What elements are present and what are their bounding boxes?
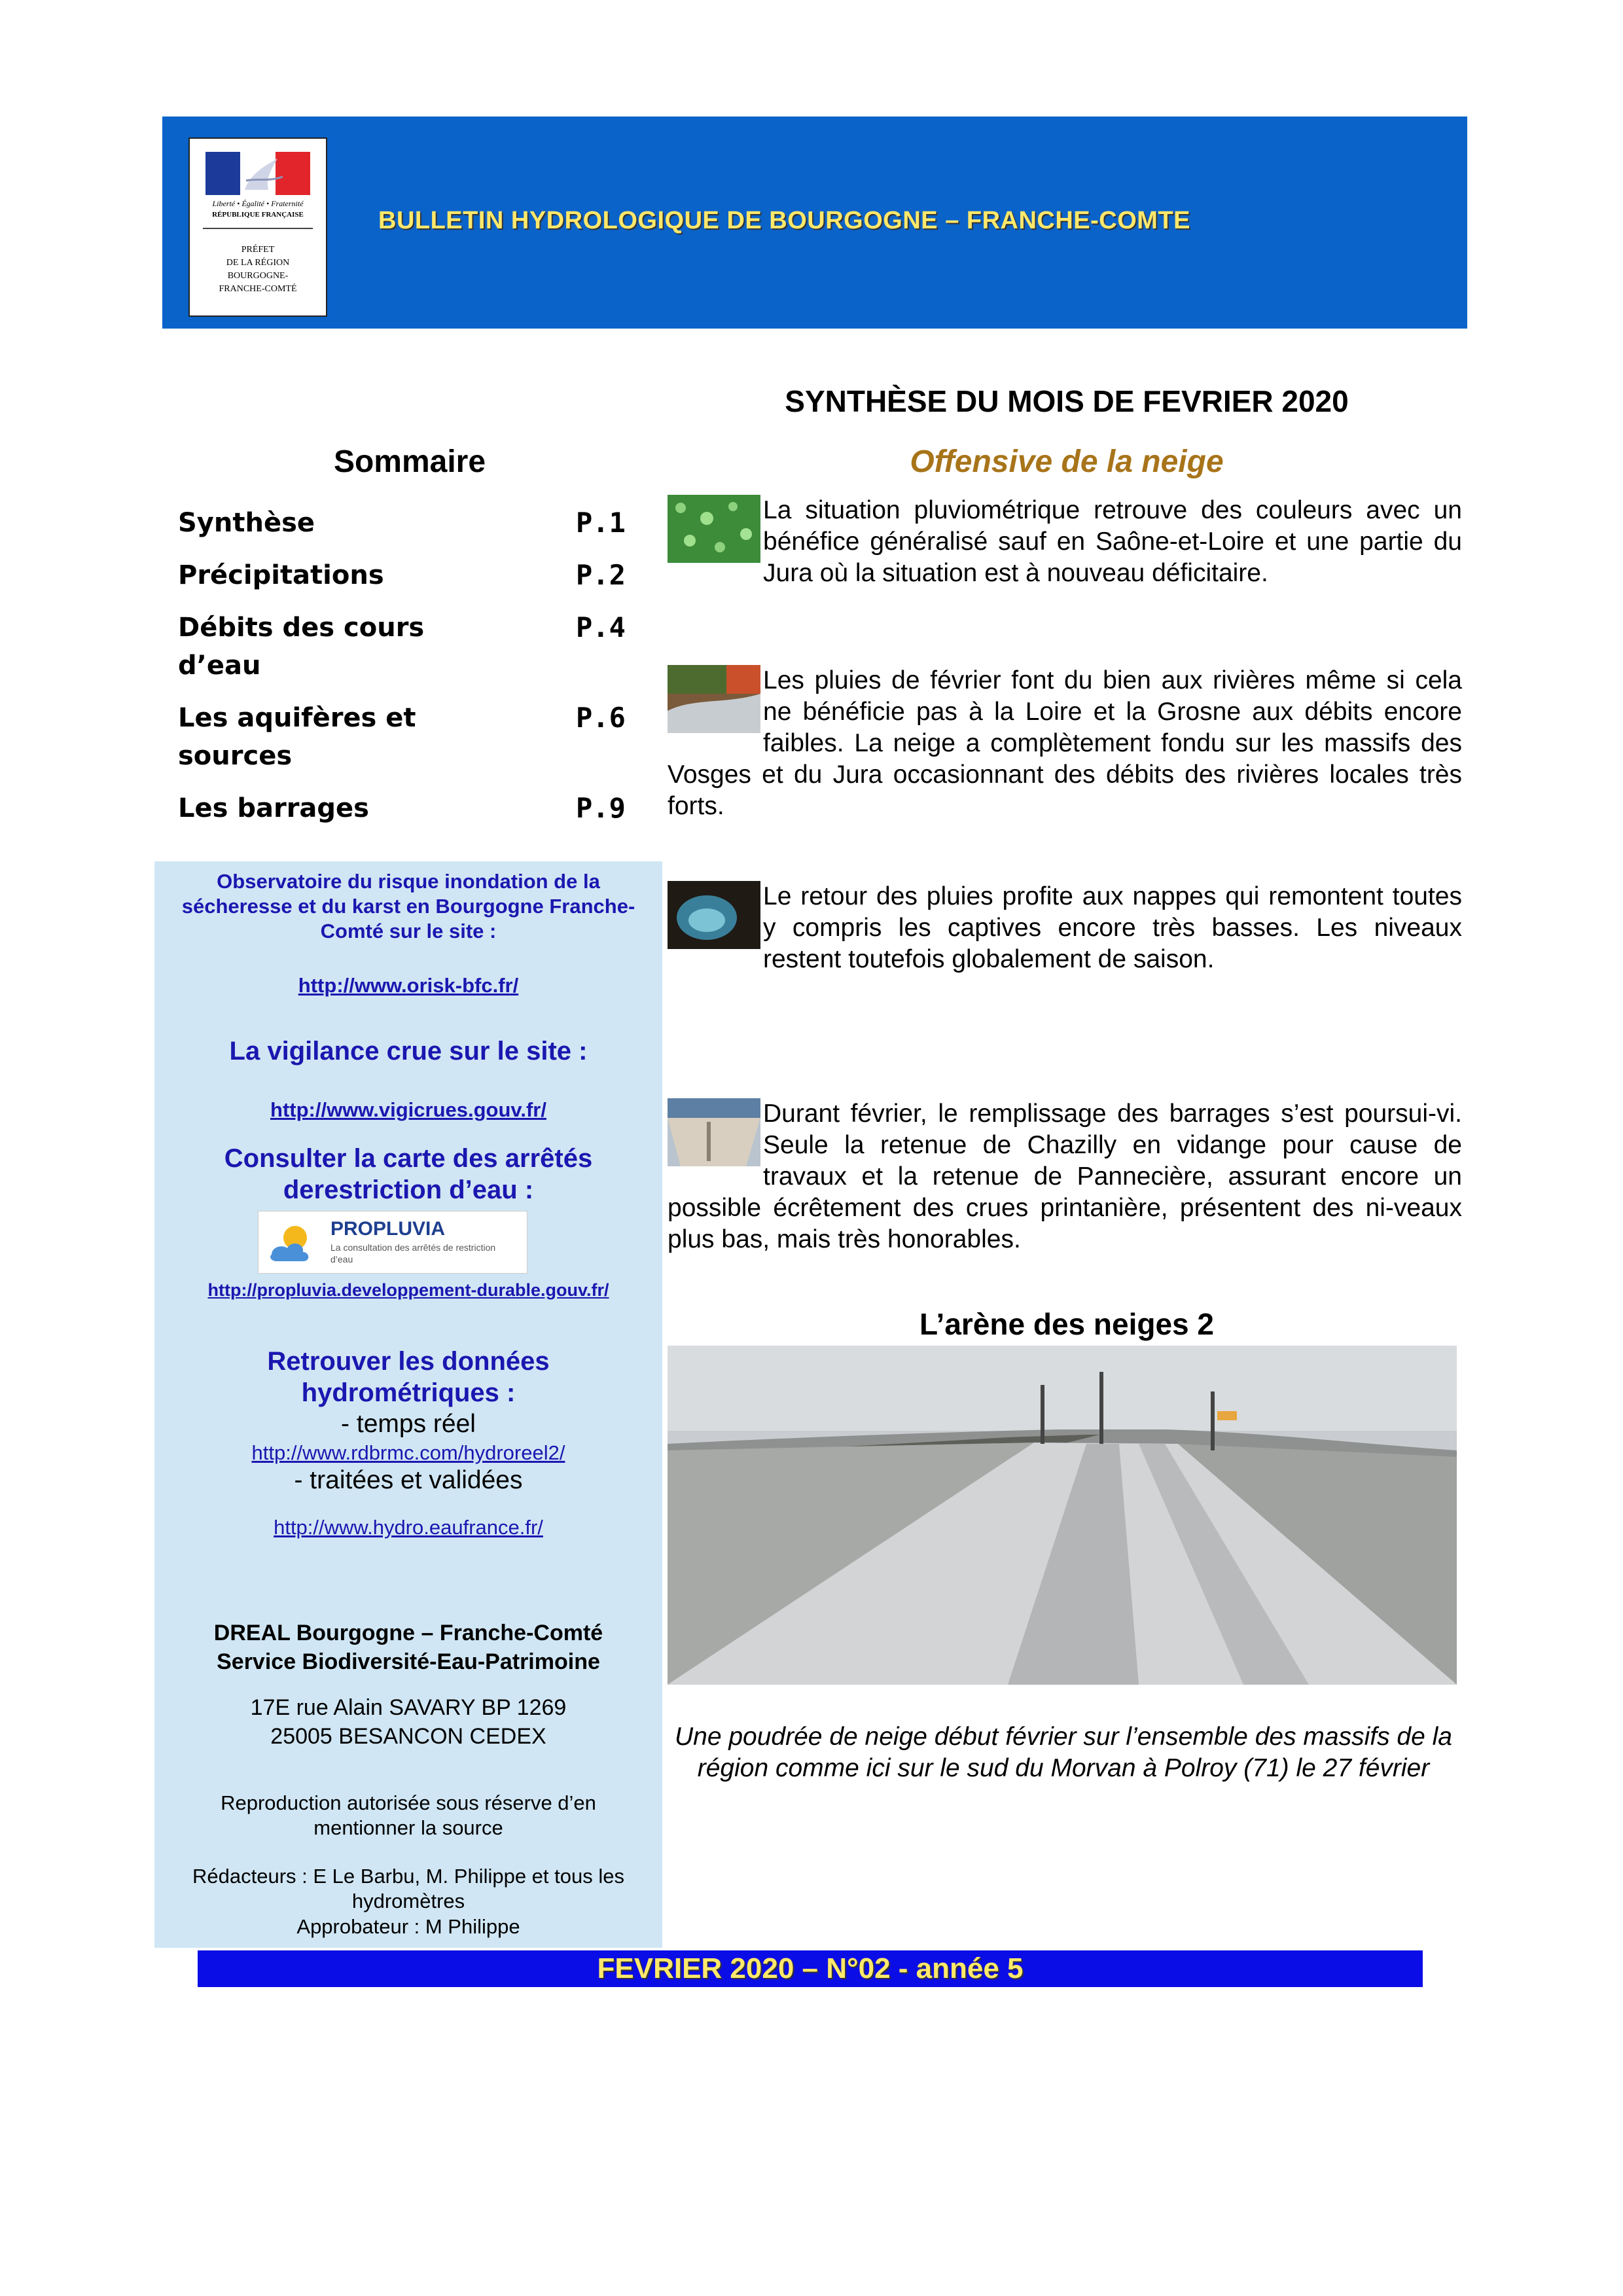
dam-icon (668, 1098, 760, 1166)
nappes-paragraph (668, 881, 1462, 975)
photo-caption: Une poudrée de neige début février sur l’ensemble des massifs de la région comme ici sur le sud du Morvan à Polroy (71) le 27 février (674, 1723, 1452, 1782)
logo-divider (203, 228, 313, 229)
propluvia-subtitle: La consultation des arrêtés de restriction d’eau (330, 1242, 496, 1265)
logo-prefet-line: FRANCHE-COMTÉ (219, 284, 297, 294)
precipitations-text: La situation pluviométrique retrouve des couleurs avec un bénéfice généralisé sauf en Saône-et-Loire et une partie du Jura où la situation est à nouveau déficitaire. (763, 496, 1462, 587)
toc-page: P.2 (576, 559, 626, 591)
logo-prefet (190, 243, 326, 296)
redacteurs: Rédacteurs : E Le Barbu, M. Philippe et tous les hydromètres (192, 1865, 624, 1912)
footer-issue-label: FEVRIER 2020 – N°02 - année 5 (597, 1952, 1024, 1984)
dreal-service: Service Biodiversité-Eau-Patrimoine (217, 1649, 600, 1674)
traitees-label: - traitées et validées (294, 1466, 523, 1494)
sun-cloud-icon (266, 1221, 319, 1265)
cave-icon (668, 881, 760, 949)
barrages-paragraph (668, 1098, 1462, 1255)
logo-prefet-line: PRÉFET (241, 245, 275, 255)
rdbrmc-link[interactable]: http://www.rdbrmc.com/hydroreel2/ (251, 1441, 565, 1464)
hydro-eaufrance-link[interactable]: http://www.hydro.eaufrance.fr/ (274, 1516, 543, 1539)
logo-republic: RÉPUBLIQUE FRANÇAISE (212, 211, 304, 219)
snowy-road-photo (668, 1346, 1457, 1685)
donnees-title: Retrouver les données hydrométriques : (267, 1347, 550, 1407)
approbateur: Approbateur : M Philippe (296, 1915, 520, 1938)
vigilance-title: La vigilance crue sur le site : (229, 1037, 588, 1066)
toc-item-synthese[interactable]: Synthèse (178, 508, 315, 538)
toc-item-aquiferes[interactable]: Les aquifères et sources (178, 703, 416, 771)
raindrops-icon (668, 495, 760, 563)
bulletin-title: BULLETIN HYDROLOGIQUE DE BOURGOGNE – FRANCHE-COMTE (378, 207, 1191, 234)
temps-reel-label: - temps réel (341, 1410, 476, 1438)
reproduction-note: Reproduction autorisée sous réserve d’en mentionner la source (221, 1791, 596, 1839)
logo-motto: Liberté • Égalité • Fraternité (212, 199, 304, 208)
carte-title: Consulter la carte des arrêtés derestriction d’eau : (224, 1144, 593, 1204)
offensive-title: Offensive de la neige (910, 444, 1224, 479)
synthese-title: SYNTHÈSE DU MOIS DE FEVRIER 2020 (785, 384, 1349, 418)
toc-item-barrages[interactable]: Les barrages (178, 793, 369, 823)
debits-paragraph (668, 665, 1462, 822)
toc-page: P.6 (576, 702, 626, 734)
river-icon (668, 665, 760, 733)
toc-page: P.1 (576, 507, 626, 539)
sommaire-title: Sommaire (333, 444, 486, 479)
dreal-name: DREAL Bourgogne – Franche-Comté (213, 1621, 603, 1645)
propluvia-name: PROPLUVIA (330, 1218, 446, 1240)
debits-text: Les pluies de février font du bien aux rivières même si cela ne bénéficie pas à la Loire et la Grosne aux débits encore faibles. La neige a complètement fondu sur les massifs des Vosges et du Jura occasionnant des débits des rivières locales très forts. (668, 666, 1462, 820)
toc-item-debits[interactable]: Débits des cours d’eau (178, 613, 425, 681)
toc-page: P.9 (576, 792, 626, 824)
marianne-flag-icon (205, 152, 310, 195)
vigicrues-link[interactable]: http://www.vigicrues.gouv.fr/ (270, 1098, 546, 1121)
orisk-text: Observatoire du risque inondation de la sécheresse et du karst en Bourgogne Franche-Comté sur le site : (181, 870, 635, 942)
barrages-text: Durant février, le remplissage des barrages s’est poursui-vi. Seule la retenue de Chazilly en vidange pour cause de travaux et la retenue de Pannecière, assurant encore un possible écrêtement des crues printanière, présentent des ni-veaux plus bas, mais très honorables. (668, 1100, 1462, 1253)
nappes-text: Le retour des pluies profite aux nappes qui remontent toutes y compris les captives encore très basses. Les niveaux restent toutefois globalement de saison. (763, 882, 1462, 973)
address-line-1: 17E rue Alain SAVARY BP 1269 (250, 1695, 567, 1720)
address-line-2: 25005 BESANCON CEDEX (270, 1724, 546, 1749)
arene-title: L’arène des neiges 2 (919, 1307, 1214, 1341)
footer-bar (198, 1950, 1423, 1987)
logo-prefet-line: DE LA RÉGION (226, 258, 290, 268)
precipitations-paragraph (668, 495, 1462, 589)
orisk-link[interactable]: http://www.orisk-bfc.fr/ (298, 974, 519, 997)
propluvia-logo[interactable] (258, 1211, 527, 1274)
prefecture-logo (188, 137, 327, 317)
info-sidebar (154, 861, 662, 1948)
toc-page: P.4 (576, 611, 626, 643)
logo-prefet-line: BOURGOGNE- (227, 271, 289, 281)
propluvia-link[interactable]: http://propluvia.developpement-durable.gouv.fr/ (207, 1280, 609, 1300)
toc-item-precipitations[interactable]: Précipitations (178, 560, 384, 590)
